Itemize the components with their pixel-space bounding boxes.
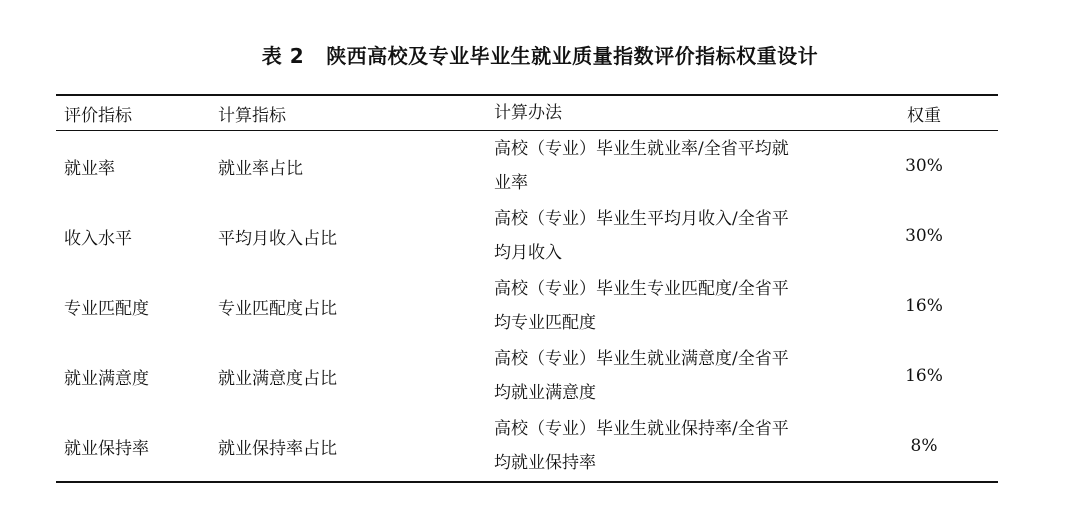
- cell-weight: 8%: [910, 436, 938, 456]
- cell-weight: 16%: [905, 296, 943, 316]
- cell-method: [494, 411, 864, 481]
- method-line-1: 高校（专业）毕业生专业匹配度/全省平: [494, 279, 789, 299]
- table-bottom-rule: [56, 481, 998, 483]
- cell-indicator: 就业满意度: [64, 368, 149, 389]
- cell-calc-indicator: 专业匹配度占比: [218, 298, 337, 319]
- table-row: [56, 271, 998, 341]
- method-line-2: 均就业满意度: [494, 383, 596, 403]
- cell-indicator: 收入水平: [64, 228, 132, 249]
- table-row: [56, 131, 998, 201]
- cell-weight: 16%: [905, 366, 943, 386]
- method-line-1: 高校（专业）毕业生平均月收入/全省平: [494, 209, 789, 229]
- method-line-1: 高校（专业）毕业生就业满意度/全省平: [494, 349, 789, 369]
- cell-method: [494, 271, 864, 341]
- method-line-1: 高校（专业）毕业生就业率/全省平均就: [494, 139, 789, 159]
- table-header-row: [56, 96, 998, 130]
- method-line-2: 均专业匹配度: [494, 313, 596, 333]
- cell-method: [494, 131, 864, 201]
- method-line-2: 业率: [494, 173, 528, 193]
- table-row: [56, 201, 998, 271]
- method-line-2: 均就业保持率: [494, 453, 596, 473]
- cell-calc-indicator: 平均月收入占比: [218, 228, 337, 249]
- table-caption: [0, 40, 1080, 69]
- header-indicator: 评价指标: [64, 105, 132, 126]
- header-weight: 权重: [907, 105, 941, 126]
- cell-weight: 30%: [905, 156, 943, 176]
- cell-indicator: 就业率: [64, 158, 115, 179]
- cell-calc-indicator: 就业满意度占比: [218, 368, 337, 389]
- table-row: [56, 411, 998, 481]
- method-line-2: 均月收入: [494, 243, 562, 263]
- header-calc-indicator: 计算指标: [218, 105, 286, 126]
- cell-weight: 30%: [905, 226, 943, 246]
- header-method: 计算办法: [494, 103, 562, 123]
- cell-method: [494, 341, 864, 411]
- cell-indicator: 就业保持率: [64, 438, 149, 459]
- table-row: [56, 341, 998, 411]
- table-title: 陕西高校及专业毕业生就业质量指数评价指标权重设计: [326, 44, 819, 68]
- weight-table: [56, 94, 998, 483]
- method-line-1: 高校（专业）毕业生就业保持率/全省平: [494, 419, 789, 439]
- cell-calc-indicator: 就业保持率占比: [218, 438, 337, 459]
- cell-method: [494, 201, 864, 271]
- cell-calc-indicator: 就业率占比: [218, 158, 303, 179]
- table-number: 表 2: [261, 44, 305, 68]
- cell-indicator: 专业匹配度: [64, 298, 149, 319]
